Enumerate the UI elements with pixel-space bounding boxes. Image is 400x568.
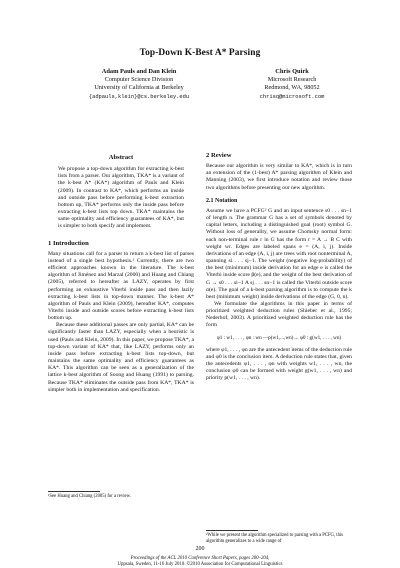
author-institution: University of California at Berkeley (94, 84, 184, 92)
abstract-text: We propose a top-down algorithm for extracting k-best lists from a parser. Our algorithm, TKA* is a variant of the k-best A* (KA*) algorithm of Pauls and Klein (2009). In contrast to KA*, which performs an inside and outside pass before performing k-best extraction bottom up, TKA* performs only the inside pass before extracting k-best lists top down. TKA* maintains the same optimality and efficiency guarantees of KA*, but is simpler to both specify and implement. (58, 166, 184, 230)
notation-paragraph-2: We formulate the algorithms in this paper in terms of prioritized weighted deduction rules (Shieber et al., 1995; Nederhof, 2003). A prioritized weighted deduction rule has the form (206, 300, 352, 329)
paper-title: Top-Down K-Best A* Parsing (139, 48, 261, 58)
right-column (206, 152, 352, 383)
footnote-2: ²While we present the algorithm specialized to parsing with a PCFG, this algorithm generalizes to a wide range of (206, 533, 344, 544)
author-affiliation: Microsoft Research (267, 76, 317, 84)
left-column (48, 152, 194, 394)
section-heading-introduction: 1 Introduction (48, 239, 89, 247)
subsection-heading-notation: 2.1 Notation (206, 197, 238, 204)
footnote-1: ¹See Huang and Chiang (2005) for a review. (48, 494, 131, 499)
footnote-left (48, 491, 194, 500)
author-block-1 (64, 68, 214, 101)
footnote-divider (48, 491, 100, 492)
footnote-divider (206, 530, 258, 531)
author-block-2 (232, 68, 352, 101)
author-name: Adam Pauls and Dan Klein (101, 68, 177, 75)
intro-paragraph-2: Because these additional passes are only partial, KA* can be significantly faster than LAZY, especially when a heuristic is used (Pauls and Klein, 2009). In this paper, we propose TKA*, a top-down variant of KA* that, like LAZY, performs only an inside pass before extracting k-best lists top-down, but maintains the same optimality and efficiency guarantees as KA*. This algorithm can be seen as a generalization of the lattice k-best algorithm of Soong and Huang (1991) to parsing. Because TKA* eliminates the outside pass from KA*, TKA* is simpler both in implementation and specification. (48, 322, 194, 393)
abstract-heading: Abstract (108, 154, 134, 161)
proceedings-line-2: Uppsala, Sweden, 11-16 July 2010. ©2010 Association for Computational Linguistics (117, 561, 283, 567)
author-name: Chris Quirk (275, 68, 309, 75)
notation-paragraph-3: where φ1, . . . , φn are the antecedent items of the deduction rule and φ0 is the conclusion item. A deduction rule states that, given the antecedents φ1, . . . , φn with weights w1, . . . , wn, the conclusion φ0 can be formed with weight g(w1, . . . , wn) and priority p(w1, . . . , wn). (206, 346, 352, 382)
author-email: {adpauls,klein}@cs.berkeley.edu (88, 93, 190, 100)
author-affiliation: Computer Science Division (104, 76, 174, 84)
section-heading-review: 2 Review (206, 152, 232, 159)
author-institution: Redmond, WA, 98052 (264, 84, 320, 92)
author-email: chrisq@microsoft.com (259, 93, 325, 100)
page-number: 200 (195, 546, 205, 552)
notation-paragraph-1: Assume we have a PCFG² G and an input sentence s0 . . . sn−1 of length n. The grammar G has a set of symbols denoted by capital letters, including a distinguished goal (root) symbol G. Without loss of generality, we assume Chomsky normal form: each non-terminal rule r in G has the form r = A → B C with weight wr. Edges are labeled spans e = (A, i, j). Inside derivations of an edge (A, i, j) are trees with root nonterminal A, spanning si . . . sj−1. The weight (negative log-probability) of the best (minimum) inside derivation for an edge e is called the Viterbi inside score β(e), and the weight of the best derivation of G → s0 . . . si−1 A sj . . . sn−1 is called the Viterbi outside score α(e). The goal of a k-best parsing algorithm is to compute the k best (minimum weight) inside derivations of the edge (G, 0, n). (206, 207, 352, 300)
review-paragraph: Because our algorithm is very similar to KA*, which is in turn an extension of the (1-best) A* parsing algorithm of Klein and Manning (2003), we first introduce notation and review those two algorithms before presenting our new algorithm. (206, 163, 352, 191)
deduction-rule-equation: φ1 : w1, . . . , φn : wn —p(w1,...,wn)→ φ0 : g(w1, . . . , wn) (216, 334, 342, 341)
proceedings-line-1: Proceedings of the ACL 2010 Conference Short Papers, pages 200–204, (130, 556, 270, 561)
intro-paragraph-1: Many situations call for a parser to return a k-best list of parses instead of a single best hypothesis.¹ Currently, there are two efficient approaches known in the literature. The k-best algorithm of Jiménez and Marzal (2000) and Huang and Chiang (2005), referred to hereafter as LAZY, operates by first performing an exhaustive Viterbi inside pass and then lazily extracting k-best lists in top-down manner. The k-best A* algorithm of Pauls and Klein (2009), hereafter KA*, computes Viterbi inside and outside scores before extracting k-best lists bottom up. (48, 250, 194, 322)
footnote-right (206, 530, 352, 545)
